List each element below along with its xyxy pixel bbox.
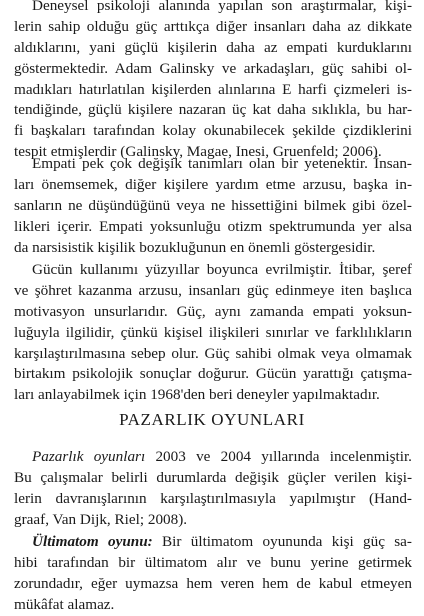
text-line: motivasyon unsurlarıdır. Güç, aynı zamanda empati yoksun- xyxy=(14,302,412,320)
text-line: tespit etmişlerdir (Galinsky, Magae, Inesi, Gruenfeld; 2006). xyxy=(14,143,382,161)
text-line xyxy=(14,532,412,553)
paragraph-ultimatum-game xyxy=(14,532,412,616)
text-line: tendiğinde, güçlü kişilere nazaran üç kat daha sıklıkla, bu har- xyxy=(14,101,412,119)
text-line: ve şöhret kazanma arzusu, insanları güç edinmeye iten başlıca xyxy=(14,281,412,299)
text-run: 2003 ve 2004 yıllarında incelenmiştir. xyxy=(145,448,412,465)
text-line: birtakım psikolojik sonuçlar doğurur. Gücün yarattığı çatışma- xyxy=(14,365,412,383)
text-run: Bir ültimatom oyununda kişi güç sa- xyxy=(152,533,412,550)
text-line: graaf, Van Dijk, Riel; 2008). xyxy=(14,510,188,528)
text-line: ları önemsemek, diğer kişilere yardım etme arzusu, başka in- xyxy=(14,175,412,193)
text-line: Deneysel psikoloji alanında yapılan son araştırmalar, kişi- xyxy=(32,0,412,14)
text-line: Bu çalışmalar belirli durumlarda değişik güçler verilen kişi- xyxy=(14,468,412,486)
text-line: Empati pek çok değişik tanımları olan bir yetenektir. İnsan- xyxy=(32,155,412,172)
text-line: ları anlayabilmek için 1968'den beri deneyler yapılmaktadır. xyxy=(14,386,380,404)
text-line: zorundadır, eğer uymazsa hem veren hem de kabul etmeyen xyxy=(14,574,412,592)
italic-term: Pazarlık oyunları xyxy=(32,448,146,465)
text-line: hibi tarafından bir ültimatom alır ve bunu yerine getirmek xyxy=(14,553,412,571)
paragraph-empathy-research xyxy=(14,0,412,163)
text-line: göstermektedir. Adam Galinsky ve arkadaşları, güç sahibi ol- xyxy=(14,59,412,77)
text-line: mükâfat alamaz. xyxy=(14,595,115,613)
text-line: lerin sahip olduğu güç arttıkça diğer insanları daha az dikkate xyxy=(14,17,412,35)
text-line: likleri içerir. Empati yoksunluğu otizm spektrumunda yer alsa xyxy=(14,217,412,235)
text-line: karşılaştırılmasına sebep olur. Güç sahibi olmak veya olmamak xyxy=(14,344,412,362)
section-heading: PAZARLIK OYUNLARI xyxy=(119,410,305,429)
text-line: sanların ne düşündüğünü veya ne hissettiğini bilmek gibi özel- xyxy=(14,196,412,214)
text-line: aldıklarını, yani güçlü kişilerin daha az empati kurduklarını xyxy=(14,38,412,56)
bold-italic-term: Ültimatom oyunu: xyxy=(32,533,153,550)
text-line: luğuyla ilgilidir, çünkü kişisel ilişkileri sınırlar ve farklılıkların xyxy=(14,323,412,341)
text-line: Gücün kullanımı yüzyıllar boyunca evrilmiştir. İtibar, şeref xyxy=(32,261,412,278)
paragraph-power-use xyxy=(14,260,412,406)
text-line: fi başkaları tarafından kolay okunabilecek şekilde çizdiklerini xyxy=(14,122,412,140)
text-line: lerin davranışlarının karşılaştırılmasıyla yapılmıştır (Hand- xyxy=(14,489,412,507)
text-line xyxy=(14,447,412,468)
text-line: madıkları hatırlatılan kişilerden alınlarına E harfi çizmeleri is- xyxy=(14,80,412,98)
text-line: da narsisistik kişilik bozukluğunun en önemli göstergesidir. xyxy=(14,238,376,256)
paragraph-empathy-definition xyxy=(14,154,412,258)
paragraph-bargaining-games xyxy=(14,447,412,531)
